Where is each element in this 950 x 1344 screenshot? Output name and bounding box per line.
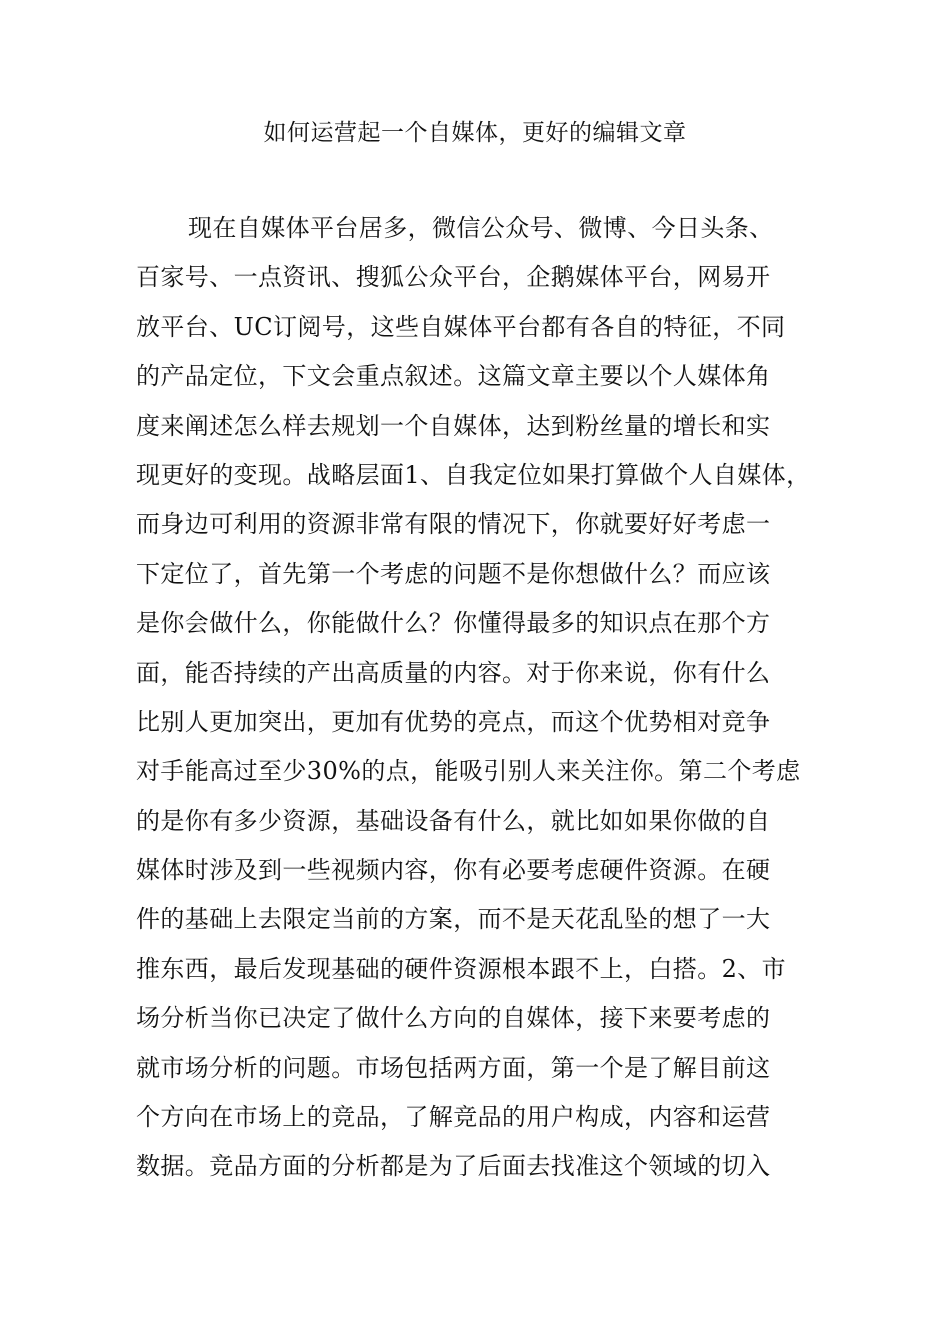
- body-line-5: 度来阐述怎么样去规划一个自媒体，达到粉丝量的增长和实: [136, 411, 771, 440]
- body-line-6: 现更好的变现。战略层面1、自我定位如果打算做个人自媒体，: [136, 460, 811, 489]
- body-line-8: 下定位了，首先第一个考虑的问题不是你想做什么？而应该: [136, 559, 771, 588]
- body-line-3: 放平台、UC订阅号，这些自媒体平台都有各自的特征，不同: [136, 312, 786, 341]
- body-line-13: 的是你有多少资源，基础设备有什么，就比如如果你做的自: [136, 806, 771, 835]
- body-line-20: 数据。竞品方面的分析都是为了后面去找准这个领域的切入: [136, 1152, 771, 1181]
- body-line-1: 现在自媒体平台居多，微信公众号、微博、今日头条、: [188, 214, 774, 242]
- body-line-18: 就市场分析的问题。市场包括两方面，第一个是了解目前这: [136, 1053, 771, 1082]
- body-line-15: 件的基础上去限定当前的方案，而不是天花乱坠的想了一大: [136, 905, 771, 934]
- document-title: 如何运营起一个自媒体，更好的编辑文章: [263, 120, 687, 146]
- body-line-7: 而身边可利用的资源非常有限的情况下，你就要好好考虑一: [136, 510, 771, 539]
- body-line-2: 百家号、一点资讯、搜狐公众平台，企鹅媒体平台，网易开: [136, 263, 771, 292]
- body-line-9: 是你会做什么，你能做什么？你懂得最多的知识点在那个方: [136, 609, 771, 638]
- document-body: [136, 204, 836, 1192]
- body-line-11: 比别人更加突出，更加有优势的亮点，而这个优势相对竞争: [136, 707, 771, 736]
- body-line-14: 媒体时涉及到一些视频内容，你有必要考虑硬件资源。在硬: [136, 856, 771, 885]
- body-line-12: 对手能高过至少30%的点，能吸引别人来关注你。第二个考虑: [136, 757, 801, 786]
- body-line-4: 的产品定位，下文会重点叙述。这篇文章主要以个人媒体角: [136, 362, 771, 391]
- body-line-19: 个方向在市场上的竞品，了解竞品的用户构成，内容和运营: [136, 1103, 771, 1132]
- body-line-17: 场分析当你已决定了做什么方向的自媒体，接下来要考虑的: [136, 1004, 771, 1033]
- body-line-10: 面，能否持续的产出高质量的内容。对于你来说，你有什么: [136, 658, 771, 687]
- body-line-16: 推东西，最后发现基础的硬件资源根本跟不上，白搭。2、市: [136, 954, 787, 983]
